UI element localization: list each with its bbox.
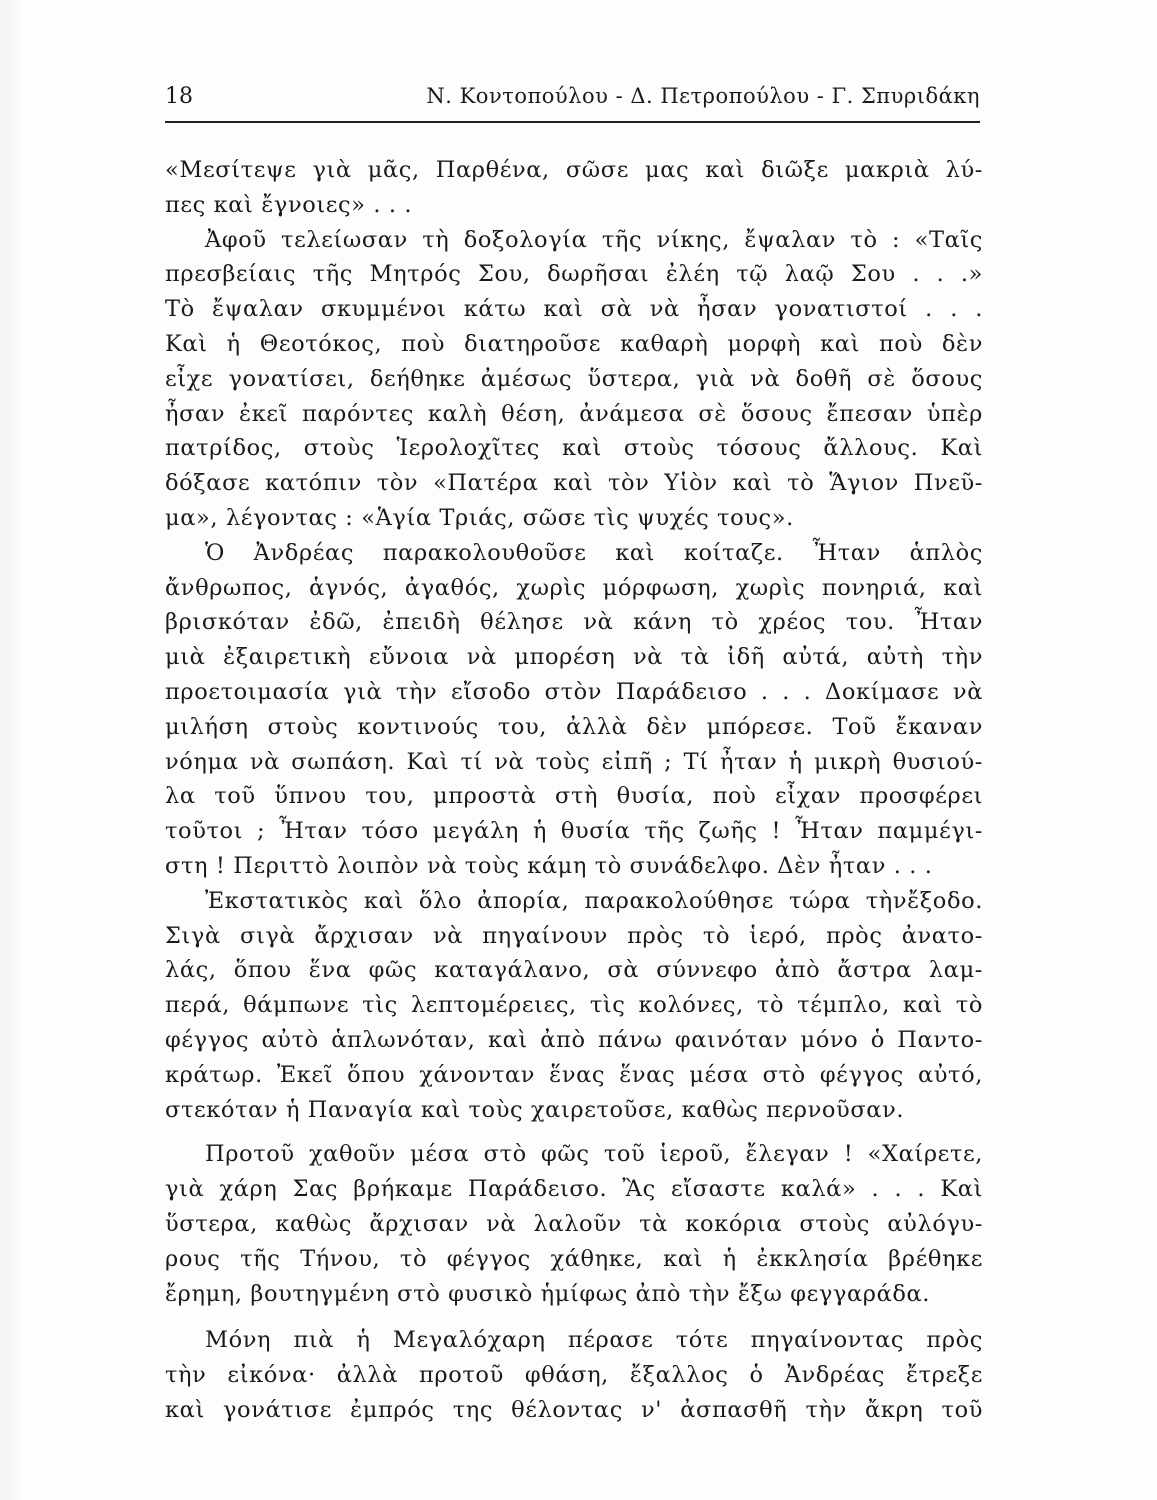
text-line: ρους τῆς Τήνου, τὸ φέγγος χάθηκε, καὶ ἡ ἐκκλησία βρέθηκε	[165, 1245, 983, 1272]
text-line: περά, θάμπωνε τὶς λεπτομέρειες, τὶς κολόνες, τὸ τέμπλο, καὶ τὸ	[165, 992, 983, 1019]
text-line: μα», λέγοντας : «Ἁγία Τριάς, σῶσε τὶς ψυχές τους».	[165, 504, 794, 531]
text-line: ἦσαν ἐκεῖ παρόντες καλὴ θέση, ἀνάμεσα σὲ ὅσους ἔπεσαν ὑπὲρ	[165, 400, 983, 427]
text-line: πρεσβείαις τῆς Μητρός Σου, δωρῆσαι ἐλέη τῷ λαῷ Σου . . .»	[165, 261, 983, 288]
text-line: γιὰ χάρη Σας βρήκαμε Παράδεισο. Ἂς εἴσαστε καλά» . . . Καὶ	[165, 1176, 983, 1203]
text-line: εἶχε γονατίσει, δεήθηκε ἀμέσως ὕστερα, γιὰ νὰ δοθῆ σὲ ὅσους	[165, 365, 983, 392]
text-line: Ἐκστατικὸς καὶ ὅλο ἀπορία, παρακολούθησε τώρα τὴνἔξοδο.	[205, 887, 983, 914]
text-line: ὕστερα, καθὼς ἄρχισαν νὰ λαλοῦν τὰ κοκόρια στοὺς αὐλόγυ-	[165, 1210, 983, 1237]
text-line: βρισκόταν ἐδῶ, ἐπειδὴ θέλησε νὰ κάνη τὸ χρέος του. Ἦταν	[165, 609, 983, 636]
text-line: λα τοῦ ὕπνου του, μπροστὰ στὴ θυσία, ποὺ εἶχαν προσφέρει	[165, 783, 983, 810]
text-line: ἔρημη, βουτηγμένη στὸ φυσικὸ ἡμίφως ἀπὸ τὴν ἔξω φεγγαράδα.	[165, 1280, 931, 1307]
text-line: μιὰ ἐξαιρετικὴ εὔνοια νὰ μπορέση νὰ τὰ ἰδῆ αὐτά, αὐτὴ τὴν	[165, 644, 983, 671]
text-line: πατρίδος, στοὺς Ἱερολοχῖτες καὶ στοὺς τόσους ἄλλους. Καὶ	[165, 435, 983, 462]
text-line: νόημα νὰ σωπάση. Καὶ τί νὰ τοὺς εἰπῆ ; Τί ἦταν ἡ μικρὴ θυσιού-	[165, 748, 983, 775]
text-line: καὶ γονάτισε ἐμπρός της θέλοντας ν' ἀσπασθῆ τὴν ἄκρη τοῦ	[165, 1396, 983, 1423]
text-line: Ὁ Ἀνδρέας παρακολουθοῦσε καὶ κοίταζε. Ἦταν ἁπλὸς	[205, 539, 983, 566]
body-text	[165, 153, 983, 1428]
text-line: Τὸ ἔψαλαν σκυμμένοι κάτω καὶ σὰ νὰ ἦσαν γονατιστοί . . .	[165, 296, 983, 323]
text-line: Μόνη πιὰ ἡ Μεγαλόχαρη πέρασε τότε πηγαίνοντας πρὸς	[205, 1327, 983, 1354]
paragraph-gap	[165, 1127, 983, 1137]
scan-edge	[0, 0, 28, 1500]
header-rule	[165, 121, 980, 123]
text-line: φέγγος αὐτὸ ἁπλωνόταν, καὶ ἀπὸ πάνω φαινόταν μόνο ὁ Παντο-	[165, 1026, 983, 1053]
page-header	[165, 84, 980, 114]
text-line: Σιγὰ σιγὰ ἄρχισαν νὰ πηγαίνουν πρὸς τὸ ἱερό, πρὸς ἀνατο-	[165, 922, 983, 949]
text-line: Καὶ ἡ Θεοτόκος, ποὺ διατηροῦσε καθαρὴ μορφὴ καὶ ποὺ δὲν	[165, 330, 983, 357]
text-line: στη ! Περιττὸ λοιπὸν νὰ τοὺς κάμη τὸ συνάδελφο. Δὲν ἦταν . . .	[165, 852, 933, 879]
text-line: δόξασε κατόπιν τὸν «Πατέρα καὶ τὸν Υἱὸν καὶ τὸ Ἅγιον Πνεῦ-	[165, 470, 983, 497]
paragraph-gap	[165, 1311, 983, 1323]
text-line: ἄνθρωπος, ἁγνός, ἀγαθός, χωρὶς μόρφωση, χωρὶς πονηριά, καὶ	[165, 574, 983, 601]
text-line: στεκόταν ἡ Παναγία καὶ τοὺς χαιρετοῦσε, καθὼς περνοῦσαν.	[165, 1096, 905, 1123]
text-line: μιλήση στοὺς κοντινούς του, ἀλλὰ δὲν μπόρεσε. Τοῦ ἔκαναν	[165, 713, 983, 740]
text-line: λάς, ὅπου ἕνα φῶς καταγάλανο, σὰ σύννεφο ἀπὸ ἄστρα λαμ-	[165, 957, 983, 984]
text-line: Προτοῦ χαθοῦν μέσα στὸ φῶς τοῦ ἱεροῦ, ἔλεγαν ! «Χαίρετε,	[205, 1141, 983, 1168]
text-line: Ἀφοῦ τελείωσαν τὴ δοξολογία τῆς νίκης, ἔψαλαν τὸ : «Ταῖς	[205, 226, 983, 253]
text-line: πες καὶ ἔγνοιες» . . .	[165, 191, 413, 218]
text-line: τὴν εἰκόνα· ἀλλὰ προτοῦ φθάση, ἔξαλλος ὁ Ἀνδρέας ἔτρεξε	[165, 1362, 983, 1389]
running-head: Ν. Κοντοπούλου - Δ. Πετροπούλου - Γ. Σπυριδάκη	[426, 84, 980, 108]
page-number: 18	[165, 84, 193, 109]
text-line: προετοιμασία γιὰ τὴν εἴσοδο στὸν Παράδεισο . . . Δοκίμασε νὰ	[165, 678, 983, 705]
text-line: κράτωρ. Ἐκεῖ ὅπου χάνονταν ἕνας ἕνας μέσα στὸ φέγγος αὐτό,	[165, 1061, 983, 1088]
text-line: τοῦτοι ; Ἦταν τόσο μεγάλη ἡ θυσία τῆς ζωῆς ! Ἦταν παμμέγι-	[165, 818, 983, 845]
text-line: «Μεσίτεψε γιὰ μᾶς, Παρθένα, σῶσε μας καὶ διῶξε μακριὰ λύ-	[165, 157, 983, 183]
